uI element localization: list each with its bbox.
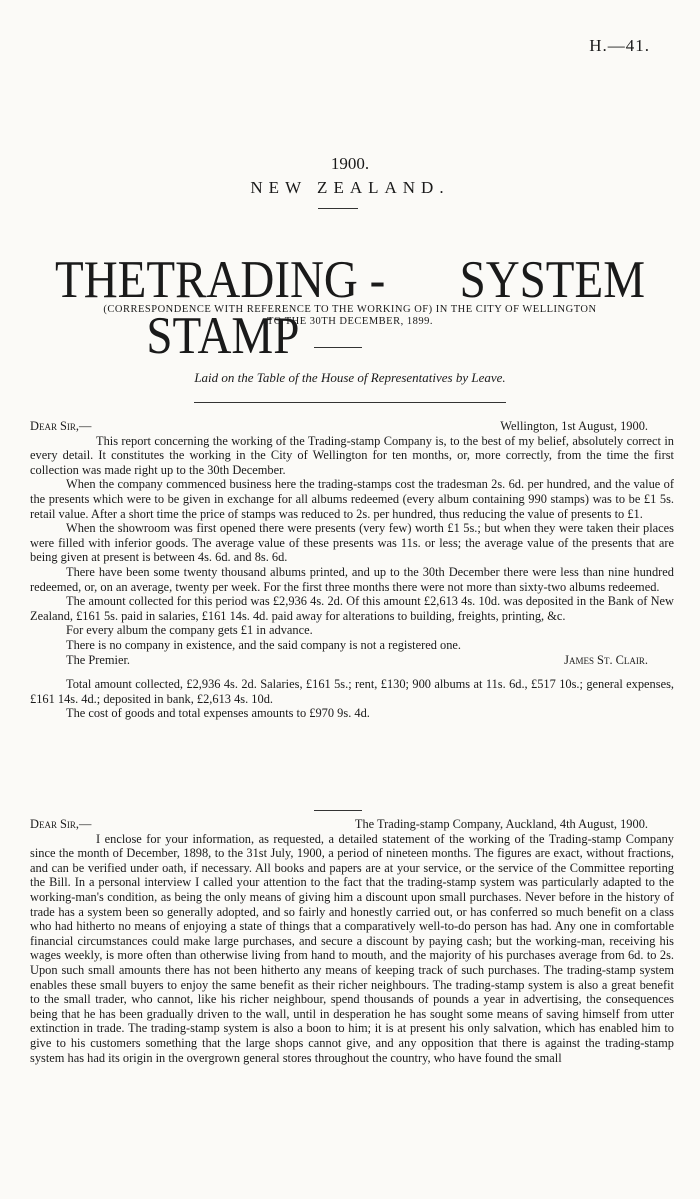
addressee: The Premier. (66, 652, 130, 667)
paragraph: I enclose for your information, as requested, a detailed statement of the working of the Trading-stamp Company since the month of December, 1898, to the 31st July, 1900, a period of nineteen months. The figures are exact, without fractions, and can be verified under oath, if necessary. All books and papers are at your service, or the service of the Committee reporting the Bill. In a personal interview I called your attention to the fact that the trading-stamp system was particularly adapted to the working-man's condition, as being the only means of giving him a discount upon small purchases. Never before in the history of trade has a system been so generally adopted, and so fairly and honestly carried out, or has conferred so much benefit on a class who had hitherto no means of enjoying a state of things that a comparatively well-to-do person has had. Any one in comfortable financial circumstances could make large purchases, and secure a discount by paying cash; but the working-man, receiving his wages weekly, is more often than otherwise living from hand to mouth, and the majority of his purchases average from 6d. to 2s. Upon such small amounts there has not been hitherto any means of keeping track of such purchases. The trading-stamp system enables these small buyers to enjoy the same benefit as their richer neighbours. The trading-stamp system is also a great benefit to the small trader, who cannot, like his richer neighbour, spend thousands of pounds a year in advertising, the consequences being that he has been gradually driven to the wall, until in desperation he has sought some means of saving himself from utter extinction in trade. The trading-stamp system is also a boon to him; it is at present his only salvation, which has enabled him to give to his customers something that the large shops cannot give, and any opposition that there is against the trading-stamp system has had its origin in the overgrown general stores throughout the country, who have found the small (30, 831, 674, 1065)
title-word: THE (55, 250, 147, 310)
paragraph: This report concerning the working of the Trading-stamp Company is, to the best of my belief, absolutely correct in every detail. It constitutes the working in the City of Wellington for ten months, or, more correctly, from the time the first collection was made right up to the 30th December. (30, 433, 674, 477)
letter-one (30, 419, 674, 721)
subtitle-line: TO THE 30TH DECEMBER, 1899. (267, 316, 433, 327)
paragraph: There have been some twenty thousand albums printed, and up to the 30th December there were less than nine hundred redeemed, or, on an average, twenty per week. For the first three months there were not more than sixty-two albums redeemed. (30, 564, 674, 594)
paragraph: The amount collected for this period was £2,936 4s. 2d. Of this amount £2,613 4s. 10d. was deposited in the Bank of New Zealand, £161 5s. paid in salaries, £161 14s. 4d. paid away for alterations to building, freights, printing, &c. (30, 594, 674, 623)
paragraph-line: For every album the company gets £1 in advance. (66, 623, 313, 638)
title-word: TRADING - STAMP (146, 250, 386, 366)
salutation: Dear Sir,— (30, 419, 92, 433)
parliamentary-reference: H.—41. (589, 36, 650, 55)
salutation: Dear Sir,— (30, 817, 92, 831)
place-date: The Trading-stamp Company, Auckland, 4th August, 1900. (354, 817, 648, 831)
paragraph: When the company commenced business here the trading-stamps cost the tradesman 2s. 6d. per hundred, and the value of the presents which were to be given in exchange for all albums redeemed (every album containing 990 stamps) was to be £1 5s. retail value. After a short time the price of stamps was reduced to 2s. per hundred, thus reducing the value of presents to £1. (30, 477, 674, 521)
summary-cost: The cost of goods and total expenses amounts to £970 9s. 4d. (66, 706, 370, 721)
divider-short (314, 347, 362, 348)
divider-short (318, 208, 358, 209)
title-word: SYSTEM (459, 250, 645, 310)
signature: James St. Clair. (564, 652, 648, 667)
divider-short (314, 810, 362, 811)
summary: Total amount collected, £2,936 4s. 2d. Salaries, £161 5s.; rent, £130; 900 albums at 11s. 6d., £517 10s.; general expenses, £161 14s. 4d.; deposited in bank, £2,613 4s. 10d. (30, 677, 674, 706)
laid-on-table-note: Laid on the Table of the House of Representatives by Leave. (194, 370, 506, 385)
subtitle-line: (CORRESPONDENCE WITH REFERENCE TO THE WORKING OF) IN THE CITY OF WELLINGTON (103, 304, 597, 315)
document-subtitle (30, 304, 670, 328)
document-country: NEW ZEALAND. (250, 178, 450, 197)
letter-two (30, 817, 674, 1065)
divider-long (194, 402, 506, 403)
paragraph-line: There is no company in existence, and the said company is not a registered one. (66, 637, 461, 652)
paragraph: When the showroom was first opened there were presents (very few) worth £1 5s.; but when they were taken their places were filled with inferior goods. The average value of these presents was 11s. or less; the average value of the presents that are being given at present is between 4s. 6d. and 8s. 6d. (30, 521, 674, 565)
document-year: 1900. (330, 154, 370, 173)
place-date: Wellington, 1st August, 1900. (500, 419, 648, 433)
